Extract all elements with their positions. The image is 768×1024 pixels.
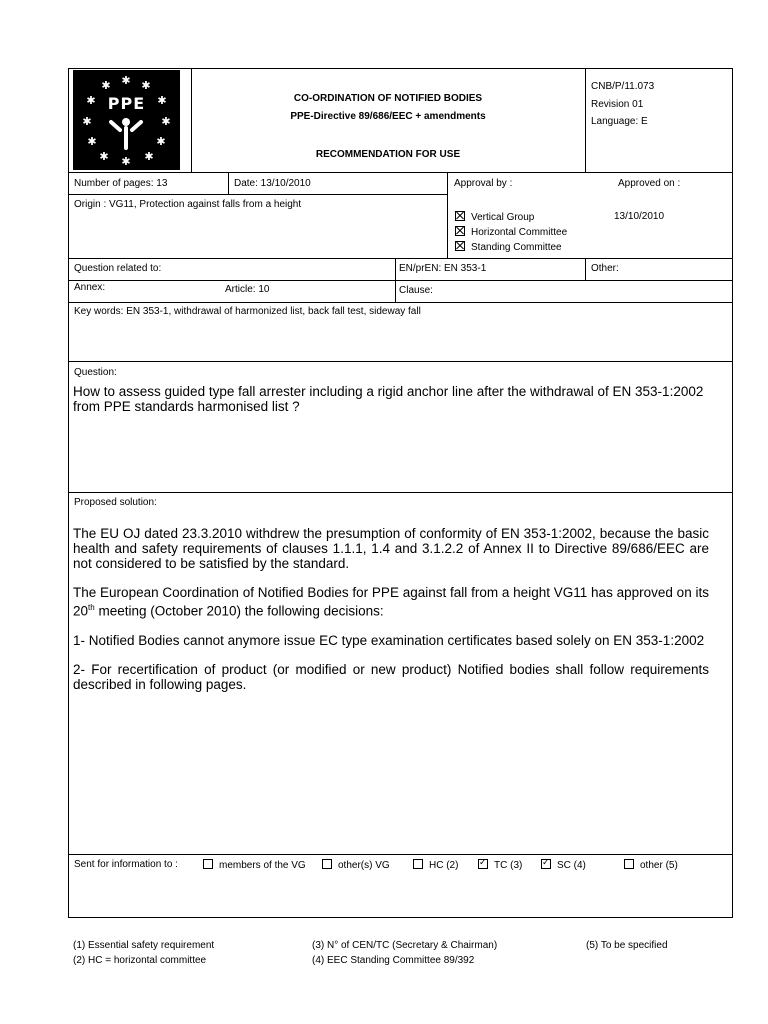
checked-box-icon	[455, 226, 465, 236]
hc-option	[413, 859, 458, 872]
tc-label: TC (3)	[494, 860, 523, 871]
other-label: Other:	[591, 263, 619, 274]
title-line-1: CO-ORDINATION OF NOTIFIED BODIES	[293, 93, 483, 104]
footnote-1: (1) Essential safety requirement	[73, 940, 215, 951]
approval-by-label: Approval by :	[454, 178, 513, 189]
title-line-2: PPE-Directive 89/686/EEC + amendments	[290, 111, 486, 122]
approved-on-label: Approved on :	[618, 178, 681, 189]
unchecked-box-icon	[203, 859, 213, 869]
question-text: How to assess guided type fall arrester including a rigid anchor line after the withdrawal of EN 353-1:2002 from PPE standards harmonised list ?	[73, 384, 704, 414]
proposed-solution-label: Proposed solution:	[74, 497, 157, 508]
vertical-group-option	[455, 211, 534, 224]
standing-committee-label: Standing Committee	[471, 242, 562, 253]
article-label: Article: 10	[225, 284, 270, 295]
ppe-logo	[73, 70, 180, 170]
horizontal-committee-option	[455, 226, 567, 239]
checked-box-icon	[455, 211, 465, 221]
number-of-pages: Number of pages: 13	[74, 178, 168, 189]
footnote-2: (2) HC = horizontal committee	[73, 955, 207, 966]
other-option-label: other (5)	[640, 860, 678, 871]
standing-committee-option	[455, 241, 562, 254]
clause-label: Clause:	[399, 285, 433, 296]
solution-paragraph-2-end: meeting (October 2010) the following decisions:	[94, 603, 384, 619]
title-line-3: RECOMMENDATION FOR USE	[315, 149, 461, 160]
tc-option	[478, 859, 522, 872]
solution-paragraph-2-start: The European Coordination of Notified Bodies for PPE against fall from a height VG11 has approved on its 20	[73, 585, 709, 619]
checked-box-icon	[541, 859, 551, 869]
origin: Origin : VG11, Protection against falls from a height	[74, 199, 302, 210]
members-vg-label: members of the VG	[219, 860, 306, 871]
others-vg-option	[322, 859, 390, 872]
svg-text:✱: ✱	[141, 79, 151, 92]
solution-paragraph-1: The EU OJ dated 23.3.2010 withdrew the presumption of conformity of EN 353-1:2002, because the basic health and safety requirements of clauses 1.1.1, 1.4 and 3.1.2.2 of Annex II to Directive 89/686/EEC are not considered to be satisfied by the standard.	[73, 526, 709, 571]
svg-text:✱: ✱	[87, 135, 97, 148]
question-related-label: Question related to:	[74, 263, 162, 274]
unchecked-box-icon	[322, 859, 332, 869]
svg-text:✱: ✱	[121, 74, 131, 87]
checked-box-icon	[455, 241, 465, 251]
footnote-3: (3) N° of CEN/TC (Secretary & Chairman)	[312, 940, 498, 951]
svg-text:✱: ✱	[86, 94, 96, 107]
question-label: Question:	[74, 367, 117, 378]
svg-text:✱: ✱	[99, 150, 109, 163]
sc-label: SC (4)	[557, 860, 586, 871]
solution-paragraph-4: 2- For recertification of product (or modified or new product) Notified bodies shall follow requirements described in following pages.	[73, 661, 709, 692]
svg-text:✱: ✱	[82, 115, 92, 128]
sent-for-information-label: Sent for information to :	[74, 859, 178, 870]
footnote-5: (5) To be specified	[586, 940, 668, 951]
footnote-4: (4) EEC Standing Committee 89/392	[312, 955, 475, 966]
sc-option	[541, 859, 586, 872]
svg-text:✱: ✱	[121, 155, 131, 168]
document-reference: CNB/P/11.073	[591, 81, 655, 92]
vertical-group-label: Vertical Group	[471, 212, 535, 223]
ppe-logo-graphic	[73, 70, 180, 170]
checked-box-icon	[478, 859, 488, 869]
ordinal-suffix: th	[88, 603, 95, 612]
logo-text: PPE	[107, 94, 146, 113]
key-words: Key words: EN 353-1, withdrawal of harmonized list, back fall test, sideway fall	[74, 306, 421, 317]
en-standard: EN/prEN: EN 353-1	[399, 263, 487, 274]
horizontal-committee-label: Horizontal Committee	[471, 227, 568, 238]
unchecked-box-icon	[624, 859, 634, 869]
svg-text:✱: ✱	[161, 115, 171, 128]
solution-paragraph-3: 1- Notified Bodies cannot anymore issue EC type examination certificates based solely on EN 353-1:2002	[73, 632, 705, 648]
language: Language: E	[591, 116, 648, 127]
others-vg-label: other(s) VG	[338, 860, 390, 871]
unchecked-box-icon	[413, 859, 423, 869]
svg-text:✱: ✱	[157, 94, 167, 107]
date: Date: 13/10/2010	[234, 178, 311, 189]
hc-label: HC (2)	[429, 860, 459, 871]
svg-text:✱: ✱	[101, 79, 111, 92]
form-frame	[68, 68, 733, 918]
proposed-solution-body	[73, 526, 709, 706]
revision: Revision 01	[591, 99, 644, 110]
solution-paragraph-2	[73, 585, 709, 619]
annex-label: Annex:	[74, 282, 106, 293]
svg-text:✱: ✱	[144, 150, 154, 163]
members-vg-option	[203, 859, 306, 872]
approval-date: 13/10/2010	[614, 211, 665, 222]
other-option	[624, 859, 678, 872]
svg-text:✱: ✱	[156, 135, 166, 148]
